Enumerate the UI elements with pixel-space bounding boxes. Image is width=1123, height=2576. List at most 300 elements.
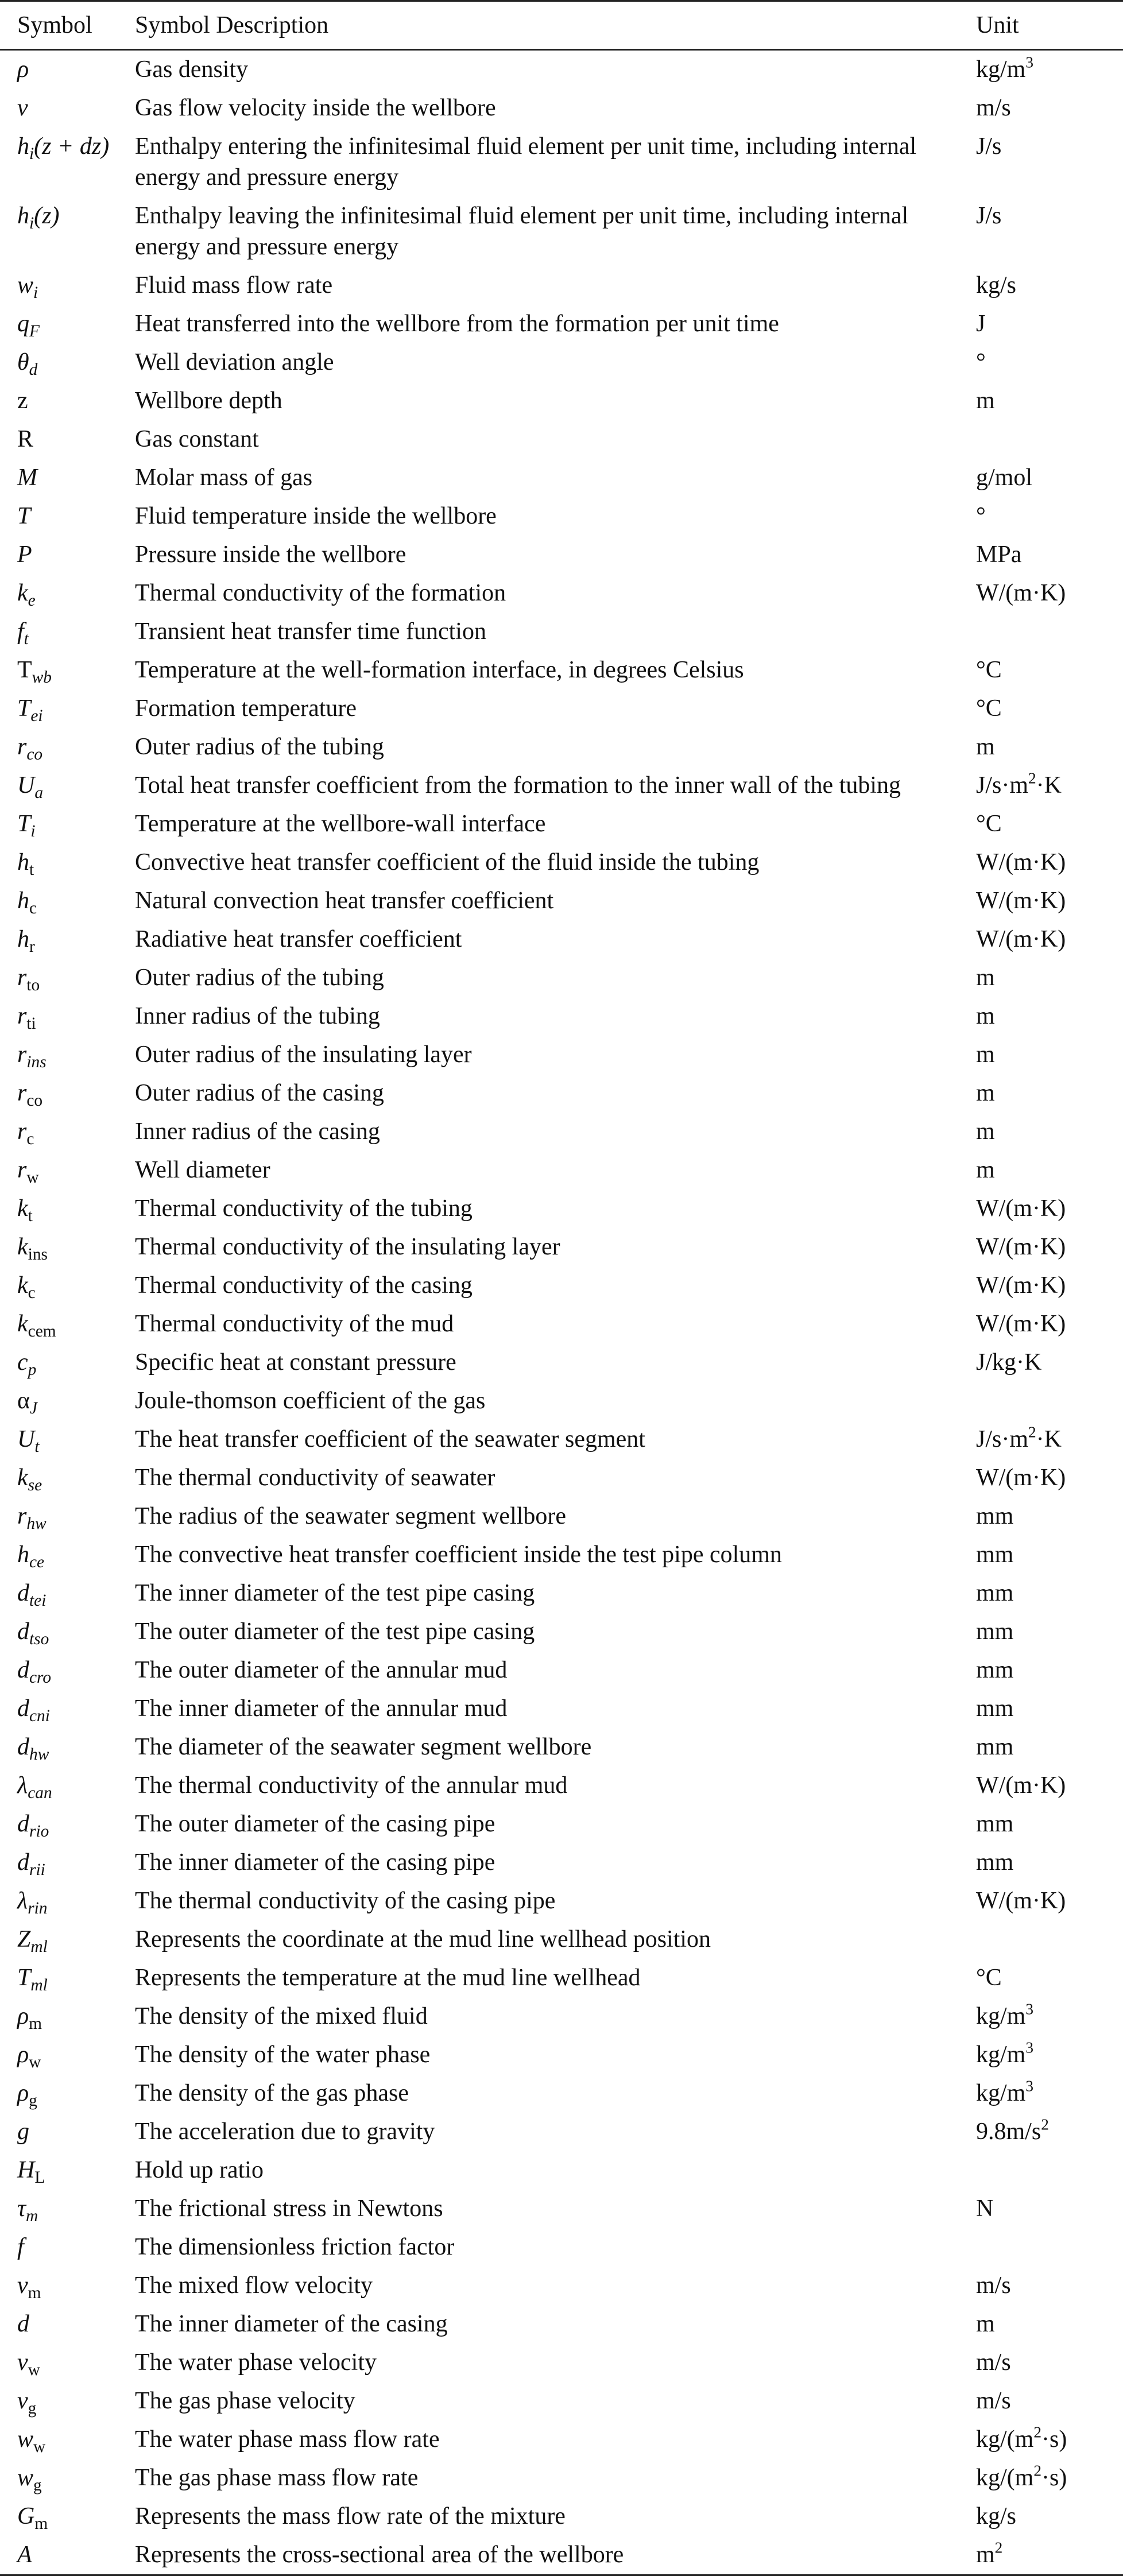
unit-cell bbox=[976, 2305, 1123, 2343]
symbol-main: v bbox=[17, 2349, 28, 2376]
symbol-subscript: m bbox=[28, 2283, 41, 2302]
table-row bbox=[0, 2343, 1123, 2382]
symbol-cell bbox=[0, 959, 135, 997]
unit-text: 9.8m/s bbox=[976, 2118, 1041, 2145]
description-cell: The outer diameter of the casing pipe bbox=[135, 1811, 495, 1837]
table-row bbox=[0, 2497, 1123, 2536]
unit-text: J/s bbox=[976, 203, 1002, 229]
unit-exponent: 3 bbox=[1025, 2077, 1033, 2095]
table-row bbox=[0, 1536, 1123, 1574]
symbol-subscript: F bbox=[29, 321, 40, 340]
unit-cell bbox=[976, 651, 1123, 689]
symbol-cell bbox=[0, 2497, 135, 2536]
symbol-main: ρ bbox=[17, 2003, 29, 2029]
table-row bbox=[0, 1959, 1123, 1997]
table-row bbox=[0, 197, 1123, 266]
description-cell: The water phase velocity bbox=[135, 2349, 377, 2376]
table-row bbox=[0, 1036, 1123, 1074]
unit-text: W/(m·K) bbox=[976, 1888, 1066, 1914]
symbol-argument: (z) bbox=[34, 203, 60, 229]
unit-text: m/s bbox=[976, 95, 1011, 121]
symbol-subscript: w bbox=[26, 1168, 39, 1187]
description-cell: Radiative heat transfer coefficient bbox=[135, 926, 462, 952]
unit-cell bbox=[976, 382, 1123, 420]
table-row bbox=[0, 50, 1123, 90]
symbol-subscript: g bbox=[33, 2476, 42, 2494]
symbol-main: d bbox=[17, 1657, 29, 1683]
table-row bbox=[0, 959, 1123, 997]
unit-text: kg/(m bbox=[976, 2465, 1034, 2491]
unit-exponent: 2 bbox=[1028, 769, 1036, 787]
symbol-main: h bbox=[17, 203, 29, 229]
symbol-subscript: g bbox=[28, 2399, 37, 2418]
symbol-main: A bbox=[17, 2542, 32, 2568]
description-cell: Natural convection heat transfer coefficient bbox=[135, 888, 554, 914]
unit-cell bbox=[976, 2382, 1123, 2420]
unit-cell bbox=[976, 2113, 1123, 2151]
description-cell: Thermal conductivity of the insulating layer bbox=[135, 1234, 560, 1260]
unit-cell bbox=[976, 1036, 1123, 1074]
unit-text: W/(m·K) bbox=[976, 1195, 1066, 1222]
symbol-main: d bbox=[17, 1811, 29, 1837]
symbol-subscript: i bbox=[29, 144, 34, 163]
unit-cell bbox=[976, 574, 1123, 613]
symbol-main: c bbox=[17, 1349, 28, 1376]
description-cell: Enthalpy leaving the infinitesimal fluid element per unit time, including internal energy and pressure energy bbox=[135, 203, 909, 260]
symbol-cell bbox=[0, 1113, 135, 1151]
table-row bbox=[0, 305, 1123, 343]
table-row bbox=[0, 1882, 1123, 1920]
symbol-subscript: to bbox=[26, 975, 40, 994]
symbol-subscript: t bbox=[29, 860, 34, 879]
table-row bbox=[0, 2074, 1123, 2113]
description-cell: The acceleration due to gravity bbox=[135, 2118, 435, 2145]
table-row bbox=[0, 651, 1123, 689]
symbol-cell bbox=[0, 689, 135, 728]
table-row bbox=[0, 1651, 1123, 1690]
symbol-subscript: rii bbox=[29, 1860, 45, 1879]
symbol-cell bbox=[0, 766, 135, 805]
table-row bbox=[0, 574, 1123, 613]
unit-cell bbox=[976, 2190, 1123, 2228]
description-cell: Temperature at the wellbore-wall interface bbox=[135, 811, 546, 837]
symbol-subscript: e bbox=[28, 591, 36, 610]
symbol-cell bbox=[0, 1420, 135, 1459]
symbol-subscript: c bbox=[29, 898, 37, 917]
symbol-cell bbox=[0, 1651, 135, 1690]
symbol-main: k bbox=[17, 1465, 28, 1491]
symbol-cell bbox=[0, 1767, 135, 1805]
symbol-cell bbox=[0, 882, 135, 920]
table-row bbox=[0, 1074, 1123, 1113]
unit-cell bbox=[976, 1805, 1123, 1843]
unit-text: m bbox=[976, 964, 995, 991]
unit-cell bbox=[976, 343, 1123, 382]
unit-cell bbox=[976, 459, 1123, 497]
symbol-cell bbox=[0, 843, 135, 882]
symbol-subscript: m bbox=[29, 2014, 42, 2033]
table-row bbox=[0, 1843, 1123, 1882]
unit-cell bbox=[976, 197, 1123, 266]
unit-cell bbox=[976, 613, 1123, 651]
unit-text: m bbox=[976, 1118, 995, 1145]
unit-text: kg/s bbox=[976, 2503, 1017, 2529]
symbol-subscript: co bbox=[26, 745, 43, 764]
table-row bbox=[0, 843, 1123, 882]
symbol-main: k bbox=[17, 1311, 28, 1337]
table-row bbox=[0, 2420, 1123, 2459]
symbol-main: r bbox=[17, 734, 27, 760]
symbol-main: Z bbox=[17, 1926, 31, 1953]
unit-text: mm bbox=[976, 1811, 1014, 1837]
description-cell: The dimensionless friction factor bbox=[135, 2234, 455, 2260]
symbol-cell bbox=[0, 1843, 135, 1882]
unit-cell bbox=[976, 1113, 1123, 1151]
symbol-subscript: m bbox=[26, 2206, 38, 2225]
unit-text: J bbox=[976, 311, 986, 337]
symbol-subscript: cni bbox=[29, 1706, 50, 1725]
table-row bbox=[0, 2305, 1123, 2343]
unit-text: ° bbox=[976, 349, 986, 375]
description-cell: Total heat transfer coefficient from the formation to the inner wall of the tubing bbox=[135, 772, 901, 799]
table-row bbox=[0, 997, 1123, 1036]
symbol-main: ρ bbox=[17, 2080, 29, 2106]
symbol-main: U bbox=[17, 1426, 35, 1452]
unit-text: W/(m·K) bbox=[976, 580, 1066, 606]
unit-cell bbox=[976, 1536, 1123, 1574]
unit-cell bbox=[976, 266, 1123, 305]
symbol-main: U bbox=[17, 772, 35, 799]
unit-text: W/(m·K) bbox=[976, 1234, 1066, 1260]
symbol-cell bbox=[0, 536, 135, 574]
unit-cell bbox=[976, 882, 1123, 920]
symbol-main: v bbox=[17, 2272, 28, 2299]
symbol-main: T bbox=[17, 657, 32, 683]
symbol-main: r bbox=[17, 1157, 27, 1183]
symbol-cell bbox=[0, 1497, 135, 1536]
description-cell: Inner radius of the tubing bbox=[135, 1003, 380, 1029]
symbol-cell bbox=[0, 1343, 135, 1382]
symbol-cell bbox=[0, 2228, 135, 2267]
table-row bbox=[0, 1420, 1123, 1459]
description-cell: The outer diameter of the test pipe casing bbox=[135, 1618, 535, 1645]
symbol-main: r bbox=[17, 1003, 27, 1029]
symbol-main: P bbox=[17, 541, 32, 568]
unit-text: mm bbox=[976, 1618, 1014, 1645]
symbol-subscript: L bbox=[34, 2168, 45, 2187]
unit-cell bbox=[976, 89, 1123, 127]
symbol-cell bbox=[0, 574, 135, 613]
description-cell: Outer radius of the casing bbox=[135, 1080, 384, 1106]
table-row bbox=[0, 1767, 1123, 1805]
symbol-main: k bbox=[17, 1234, 28, 1260]
symbol-cell bbox=[0, 805, 135, 843]
unit-text: N bbox=[976, 2195, 994, 2222]
description-cell: The gas phase mass flow rate bbox=[135, 2465, 419, 2491]
unit-text: J/s·m bbox=[976, 1426, 1029, 1452]
symbol-subscript: c bbox=[26, 1129, 34, 1148]
symbol-cell bbox=[0, 127, 135, 197]
symbol-subscript: r bbox=[29, 937, 35, 956]
table-row bbox=[0, 420, 1123, 459]
symbol-subscript: t bbox=[24, 629, 29, 648]
description-cell: Thermal conductivity of the mud bbox=[135, 1311, 454, 1337]
unit-text: mm bbox=[976, 1695, 1014, 1722]
description-cell: Outer radius of the insulating layer bbox=[135, 1041, 472, 1068]
symbol-cell bbox=[0, 2343, 135, 2382]
unit-cell bbox=[976, 1497, 1123, 1536]
description-cell: The density of the gas phase bbox=[135, 2080, 409, 2106]
symbol-cell bbox=[0, 2420, 135, 2459]
symbol-subscript: a bbox=[34, 783, 44, 802]
symbol-subscript: w bbox=[28, 2360, 40, 2379]
symbol-subscript: ins bbox=[26, 1052, 47, 1071]
table-row bbox=[0, 2382, 1123, 2420]
symbol-main: h bbox=[17, 926, 29, 952]
symbol-cell bbox=[0, 1574, 135, 1613]
symbol-cell bbox=[0, 1151, 135, 1190]
unit-cell bbox=[976, 1420, 1123, 1459]
unit-text: W/(m·K) bbox=[976, 1311, 1066, 1337]
unit-text: m bbox=[976, 1157, 995, 1183]
symbol-main: ρ bbox=[17, 2042, 29, 2068]
table-row bbox=[0, 613, 1123, 651]
symbol-cell bbox=[0, 1882, 135, 1920]
symbol-cell bbox=[0, 1266, 135, 1305]
description-cell: The thermal conductivity of the annular mud bbox=[135, 1772, 568, 1799]
symbol-subscript: w bbox=[29, 2052, 41, 2071]
symbol-cell bbox=[0, 997, 135, 1036]
unit-cell bbox=[976, 1459, 1123, 1497]
table-row bbox=[0, 536, 1123, 574]
table-row bbox=[0, 2459, 1123, 2497]
symbol-subscript: ei bbox=[30, 706, 43, 725]
description-cell: Thermal conductivity of the formation bbox=[135, 580, 506, 606]
symbol-cell bbox=[0, 2459, 135, 2497]
symbol-main: r bbox=[17, 1041, 27, 1068]
description-cell: Outer radius of the tubing bbox=[135, 964, 384, 991]
symbol-main: G bbox=[17, 2503, 35, 2529]
symbol-cell bbox=[0, 1228, 135, 1266]
header-unit: Unit bbox=[976, 1, 1123, 50]
unit-cell bbox=[976, 1651, 1123, 1690]
symbol-subscript: cro bbox=[29, 1668, 52, 1687]
table-row bbox=[0, 2113, 1123, 2151]
unit-text: W/(m·K) bbox=[976, 926, 1066, 952]
symbol-cell bbox=[0, 1382, 135, 1420]
symbol-cell bbox=[0, 197, 135, 266]
unit-text: °C bbox=[976, 657, 1002, 683]
symbol-cell bbox=[0, 459, 135, 497]
symbol-cell bbox=[0, 2267, 135, 2305]
unit-cell bbox=[976, 1767, 1123, 1805]
symbol-main: d bbox=[17, 1580, 29, 1606]
unit-text: kg/(m bbox=[976, 2426, 1034, 2453]
unit-cell bbox=[976, 1728, 1123, 1767]
symbol-main: d bbox=[17, 1618, 29, 1645]
unit-cell bbox=[976, 2228, 1123, 2267]
unit-cell bbox=[976, 1305, 1123, 1343]
table-row bbox=[0, 1728, 1123, 1767]
symbol-main: k bbox=[17, 1272, 28, 1299]
table-row bbox=[0, 1305, 1123, 1343]
table-row bbox=[0, 766, 1123, 805]
description-cell: Enthalpy entering the infinitesimal fluid element per unit time, including internal energy and pressure energy bbox=[135, 133, 917, 191]
unit-cell bbox=[976, 728, 1123, 766]
symbol-main: f bbox=[17, 618, 24, 645]
symbol-main: λ bbox=[17, 1772, 28, 1799]
description-cell: Thermal conductivity of the casing bbox=[135, 1272, 473, 1299]
symbol-subscript: p bbox=[28, 1360, 37, 1379]
table-row bbox=[0, 1382, 1123, 1420]
unit-text: m/s bbox=[976, 2388, 1011, 2414]
unit-text: mm bbox=[976, 1734, 1014, 1760]
table-header-row bbox=[0, 1, 1123, 50]
symbol-main: M bbox=[17, 464, 37, 491]
description-cell: Thermal conductivity of the tubing bbox=[135, 1195, 473, 1222]
unit-text: kg/m bbox=[976, 2003, 1026, 2029]
description-cell: The frictional stress in Newtons bbox=[135, 2195, 443, 2222]
unit-cell bbox=[976, 1151, 1123, 1190]
symbol-main: k bbox=[17, 1195, 28, 1222]
symbol-cell bbox=[0, 2190, 135, 2228]
unit-text: m/s bbox=[976, 2349, 1011, 2376]
table-row bbox=[0, 2536, 1123, 2575]
description-cell: Temperature at the well-formation interface, in degrees Celsius bbox=[135, 657, 744, 683]
unit-text: m bbox=[976, 734, 995, 760]
symbol-subscript: i bbox=[29, 214, 34, 233]
symbol-subscript: g bbox=[29, 2091, 37, 2110]
table-row bbox=[0, 1190, 1123, 1228]
unit-exponent: 2 bbox=[1041, 2116, 1049, 2133]
symbol-main: r bbox=[17, 1080, 27, 1106]
symbol-main: d bbox=[17, 1695, 29, 1722]
unit-cell bbox=[976, 2343, 1123, 2382]
symbol-main: R bbox=[17, 426, 34, 452]
unit-cell bbox=[976, 1074, 1123, 1113]
symbol-main: T bbox=[17, 503, 31, 529]
unit-text: m/s bbox=[976, 2272, 1011, 2299]
description-cell: Represents the cross-sectional area of the wellbore bbox=[135, 2536, 976, 2575]
unit-text: ° bbox=[976, 503, 986, 529]
symbol-cell bbox=[0, 2536, 135, 2575]
table-row bbox=[0, 2190, 1123, 2228]
unit-text: m bbox=[976, 2311, 995, 2337]
unit-cell bbox=[976, 1382, 1123, 1420]
symbol-cell bbox=[0, 1997, 135, 2036]
description-cell: The heat transfer coefficient of the seawater segment bbox=[135, 1426, 645, 1452]
unit-cell bbox=[976, 1228, 1123, 1266]
unit-text: kg/s bbox=[976, 272, 1017, 299]
unit-cell bbox=[976, 2036, 1123, 2074]
symbol-main: H bbox=[17, 2157, 35, 2183]
unit-cell bbox=[976, 920, 1123, 959]
unit-cell bbox=[976, 1843, 1123, 1882]
unit-text: W/(m·K) bbox=[976, 1465, 1066, 1491]
description-cell: Represents the mass flow rate of the mixture bbox=[135, 2503, 566, 2529]
symbol-subscript: rin bbox=[28, 1899, 48, 1918]
unit-cell bbox=[976, 1959, 1123, 1997]
description-cell: Outer radius of the tubing bbox=[135, 734, 384, 760]
description-cell: Heat transferred into the wellbore from the formation per unit time bbox=[135, 311, 779, 337]
unit-cell bbox=[976, 305, 1123, 343]
symbol-cell bbox=[0, 343, 135, 382]
unit-text: J/s·m bbox=[976, 772, 1029, 799]
symbol-subscript: t bbox=[28, 1206, 33, 1225]
symbol-main: v bbox=[17, 2388, 28, 2414]
description-cell: The water phase mass flow rate bbox=[135, 2426, 440, 2453]
unit-text: W/(m·K) bbox=[976, 888, 1066, 914]
symbol-main: h bbox=[17, 1541, 29, 1568]
unit-text: kg/m bbox=[976, 56, 1026, 83]
description-cell: Gas density bbox=[135, 56, 249, 83]
table-row bbox=[0, 1497, 1123, 1536]
description-cell: The outer diameter of the annular mud bbox=[135, 1657, 508, 1683]
table-row bbox=[0, 343, 1123, 382]
description-cell: Wellbore depth bbox=[135, 388, 282, 414]
symbol-main: T bbox=[17, 695, 31, 722]
symbol-subscript: ml bbox=[30, 1975, 48, 1994]
unit-cell bbox=[976, 766, 1123, 805]
unit-cell bbox=[976, 1266, 1123, 1305]
unit-cell bbox=[976, 805, 1123, 843]
unit-text: mm bbox=[976, 1541, 1014, 1568]
description-cell: The inner diameter of the annular mud bbox=[135, 1695, 508, 1722]
symbol-main: v bbox=[17, 95, 28, 121]
header-description: Symbol Description bbox=[135, 1, 976, 50]
unit-suffix: ·K bbox=[1036, 1426, 1062, 1452]
unit-cell bbox=[976, 1690, 1123, 1728]
unit-cell bbox=[976, 1574, 1123, 1613]
description-cell: The convective heat transfer coefficient inside the test pipe column bbox=[135, 1541, 782, 1568]
symbol-main: d bbox=[17, 1849, 29, 1876]
unit-text: mm bbox=[976, 1580, 1014, 1606]
symbol-cell bbox=[0, 920, 135, 959]
symbol-main: τ bbox=[17, 2195, 26, 2222]
unit-suffix: ·s) bbox=[1041, 2465, 1067, 2491]
description-cell: Fluid mass flow rate bbox=[135, 272, 333, 299]
table-row bbox=[0, 1574, 1123, 1613]
symbol-subscript: ce bbox=[29, 1552, 45, 1571]
table-row bbox=[0, 266, 1123, 305]
symbol-cell bbox=[0, 1536, 135, 1574]
symbol-cell bbox=[0, 2151, 135, 2190]
description-cell: The radius of the seawater segment wellbore bbox=[135, 1503, 567, 1529]
unit-cell bbox=[976, 2151, 1123, 2190]
unit-cell bbox=[976, 2074, 1123, 2113]
symbol-main: h bbox=[17, 849, 29, 876]
symbol-subscript: hw bbox=[29, 1745, 49, 1764]
symbol-main: w bbox=[17, 2426, 34, 2453]
unit-cell bbox=[976, 2536, 1123, 2575]
symbol-cell bbox=[0, 2074, 135, 2113]
description-cell: Molar mass of gas bbox=[135, 464, 313, 491]
unit-cell bbox=[976, 2459, 1123, 2497]
unit-cell bbox=[976, 127, 1123, 197]
description-cell: The inner diameter of the casing pipe bbox=[135, 1849, 495, 1876]
description-cell: Formation temperature bbox=[135, 695, 357, 722]
unit-text: W/(m·K) bbox=[976, 1272, 1066, 1299]
symbol-subscript: J bbox=[30, 1399, 38, 1417]
symbol-cell bbox=[0, 1190, 135, 1228]
symbol-cell bbox=[0, 1036, 135, 1074]
description-cell: Well diameter bbox=[135, 1157, 270, 1183]
table-row bbox=[0, 459, 1123, 497]
unit-text: g/mol bbox=[976, 464, 1033, 491]
symbol-cell bbox=[0, 89, 135, 127]
unit-exponent: 2 bbox=[994, 2539, 1003, 2556]
symbol-cell bbox=[0, 420, 135, 459]
